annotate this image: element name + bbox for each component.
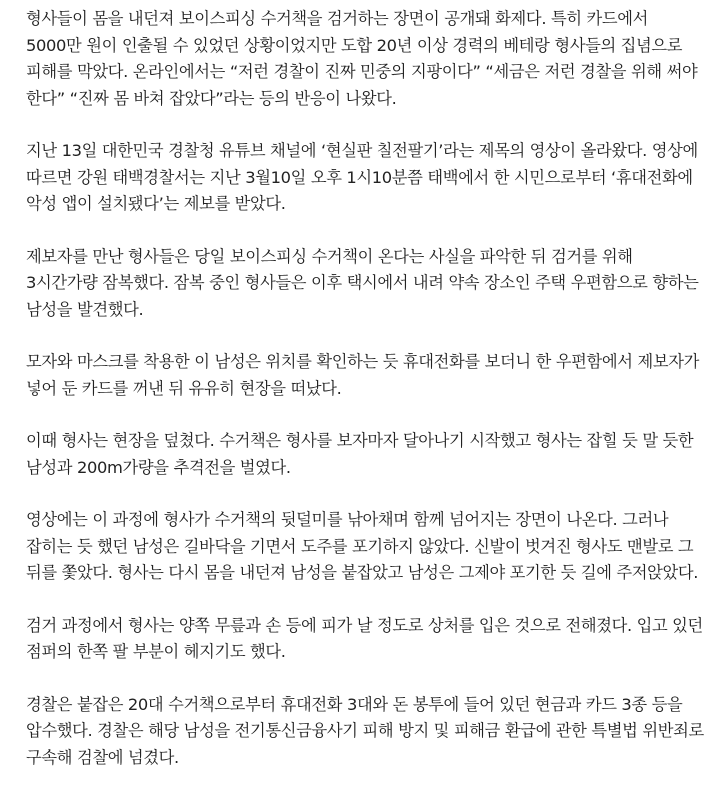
article-paragraph-2: 지난 13일 대한민국 경찰청 유튜브 채널에 ‘현실판 칠전팔기’라는 제목의 영상이 올라왔다. 영상에 따르면 강원 태백경찰서는 지난 3월10일 오후 1시10분쯤 태백에서 한 시민으로부터 ‘휴대전화에 악성 앱이 설치됐다’는 제보를 받았다.: [26, 141, 698, 213]
article-paragraph-4: 모자와 마스크를 착용한 이 남성은 위치를 확인하는 듯 휴대전화를 보더니 한 우편함에서 제보자가 넣어 둔 카드를 꺼낸 뒤 유유히 현장을 떠났다.: [26, 352, 700, 398]
article-paragraph-7: 검거 과정에서 형사는 양쪽 무릎과 손 등에 피가 날 정도로 상처를 입은 것으로 전해졌다. 입고 있던 점퍼의 한쪽 팔 부분이 헤지기도 했다.: [26, 615, 703, 661]
article-paragraph-6: 영상에는 이 과정에 형사가 수거책의 뒷덜미를 낚아채며 함께 넘어지는 장면이 나온다. 그러나 잡히는 듯 했던 남성은 길바닥을 기면서 도주를 포기하지 않았다. 신발이 벗겨진 형사도 맨발로 그 뒤를 쫓았다. 형사는 다시 몸을 내던져 남성을 붙잡았고 남성은 그제야 포기한 듯 길에 주저앉았다.: [26, 510, 699, 582]
article-paragraph-5: 이때 형사는 현장을 덮쳤다. 수거책은 형사를 보자마자 달아나기 시작했고 형사는 잡힐 듯 말 듯한 남성과 200m가량을 추격전을 벌였다.: [26, 431, 694, 477]
article-paragraph-3: 제보자를 만난 형사들은 당일 보이스피싱 수거책이 온다는 사실을 파악한 뒤 검거를 위해 3시간가량 잠복했다. 잠복 중인 형사들은 이후 택시에서 내려 약속 장소인 주택 우편함으로 향하는 남성을 발견했다.: [26, 246, 699, 319]
article-paragraph-1: 형사들이 몸을 내던져 보이스피싱 수거책을 검거하는 장면이 공개돼 화제다. 특히 카드에서 5000만 원이 인출될 수 있었던 상황이었지만 도합 20년 이상 경력의 베테랑 형사들의 집념으로 피해를 막았다. 온라인에서는 “저런 경찰이 진짜 민중의 지팡이다” “세금은 저런 경찰을 위해 써야 한다” “진짜 몸 바쳐 잡았다”라는 등의 반응이 나왔다.: [26, 9, 698, 108]
article-paragraph-8: 경찰은 붙잡은 20대 수거책으로부터 휴대전화 3대와 돈 봉투에 들어 있던 현금과 카드 3종 등을 압수했다. 경찰은 해당 남성을 전기통신금융사기 피해 방지 및 피해금 환급에 관한 특별법 위반죄로 구속해 검찰에 넘겼다.: [26, 694, 704, 767]
